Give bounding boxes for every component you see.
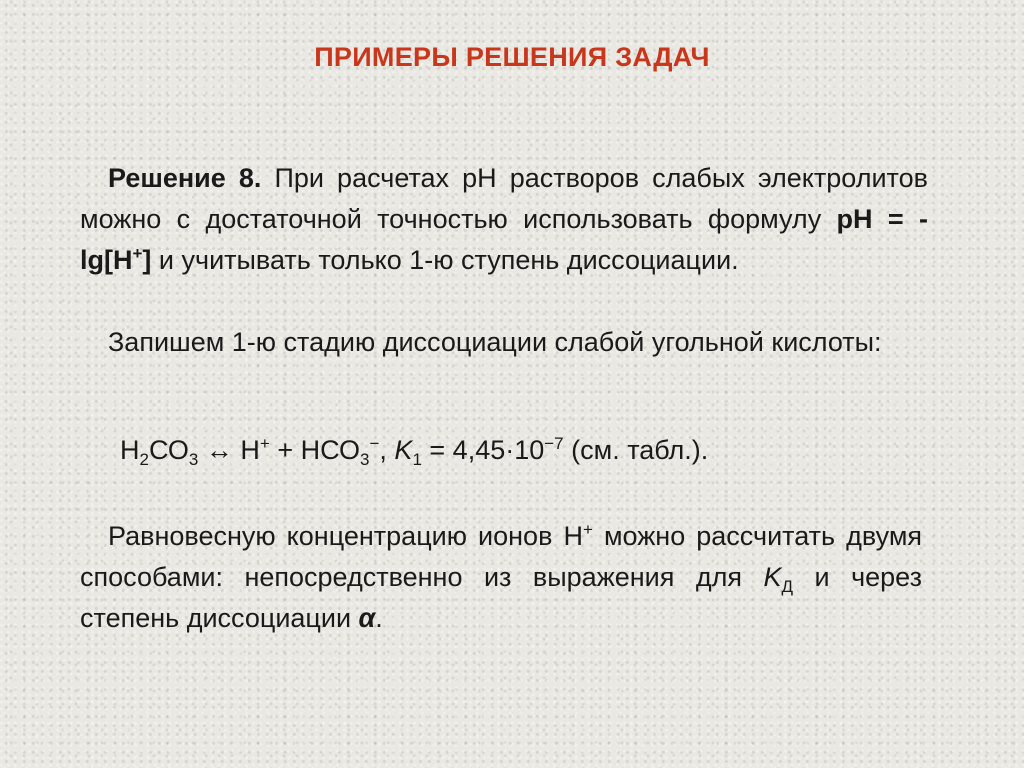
equilibrium-text-d: . bbox=[375, 603, 383, 633]
ph-formula-close: ] bbox=[142, 245, 152, 275]
hplus-symbol: Н bbox=[240, 435, 260, 465]
step-text: Запишем 1-ю стадию диссоциации слабой угольной кислоты: bbox=[108, 327, 882, 357]
k-value: = 4,45·10 bbox=[421, 435, 545, 465]
h-subscript: 2 bbox=[139, 450, 149, 469]
k-subscript: 1 bbox=[412, 450, 422, 469]
equilibrium-paragraph bbox=[80, 516, 922, 639]
hco-subscript: 3 bbox=[360, 450, 370, 469]
ph-formula-superscript: + bbox=[132, 244, 143, 263]
solution-text-a: При расчетах рН растворов слабых электролитов можно с достаточной точностью использовать формулу bbox=[80, 163, 928, 234]
ph-formula-text: рН = -lg[Н bbox=[80, 204, 928, 275]
equilibrium-text-c: и через степень диссоциации bbox=[80, 562, 922, 633]
slide-title: ПРИМЕРЫ РЕШЕНИЯ ЗАДАЧ bbox=[314, 42, 710, 72]
alpha-symbol: α bbox=[358, 603, 376, 633]
solution-label: Решение 8. bbox=[108, 163, 262, 193]
solution-text-b: и учитывать только 1-ю ступень диссоциации. bbox=[151, 245, 739, 275]
equilibrium-hplus-charge: + bbox=[582, 520, 593, 539]
kd-subscript: Д bbox=[781, 577, 794, 596]
table-note: (см. табл.). bbox=[563, 435, 709, 465]
equilibrium-text-b: можно рассчитать двумя способами: непосредственно из выражения для bbox=[80, 521, 922, 592]
hplus-charge: + bbox=[259, 434, 270, 453]
h-symbol: Н bbox=[120, 435, 140, 465]
k-symbol: K bbox=[394, 435, 413, 465]
hco-symbol: НСО bbox=[300, 435, 360, 465]
equilibrium-arrow: ↔ bbox=[198, 435, 241, 465]
k-exponent: −7 bbox=[544, 434, 564, 453]
co-subscript: 3 bbox=[188, 450, 199, 469]
separator: , bbox=[379, 435, 395, 465]
co-symbol: СО bbox=[148, 435, 189, 465]
plus-sign: + bbox=[269, 435, 301, 465]
kd-symbol: K bbox=[763, 562, 782, 592]
solution-paragraph bbox=[80, 158, 928, 281]
step-paragraph bbox=[80, 322, 928, 363]
hco-charge: − bbox=[369, 434, 380, 453]
equilibrium-text-a: Равновесную концентрацию ионов Н bbox=[108, 521, 583, 551]
dissociation-equation bbox=[120, 430, 708, 471]
